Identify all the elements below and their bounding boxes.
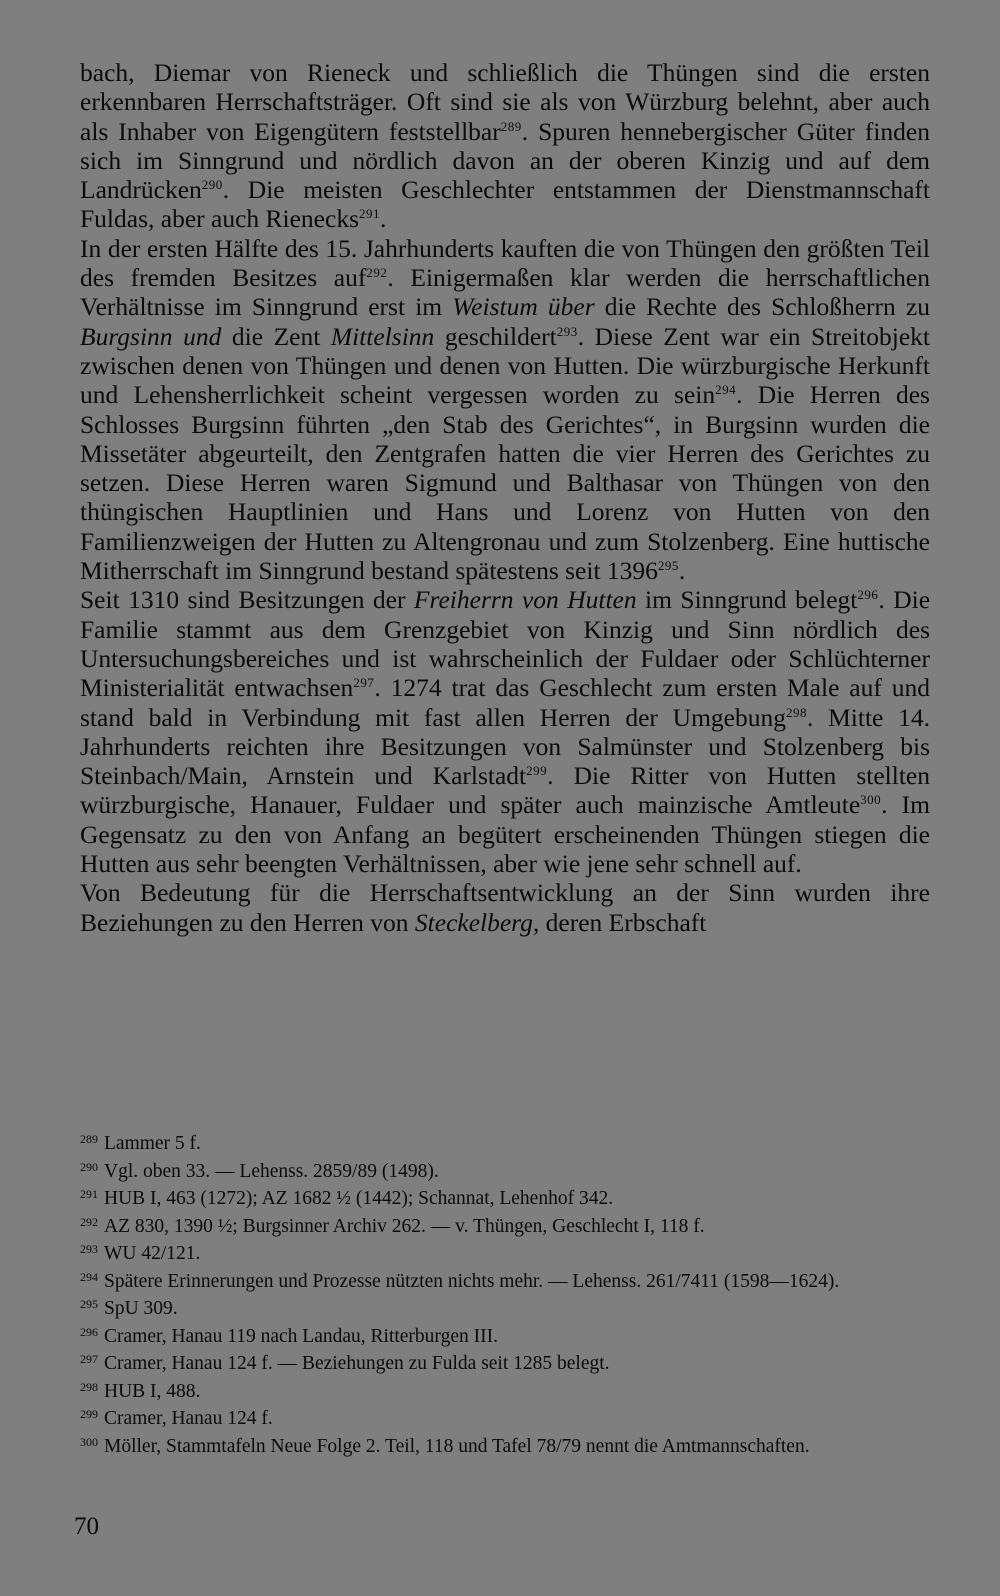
footnote [80, 1211, 930, 1239]
footnote [80, 1156, 930, 1184]
paragraph [80, 234, 930, 586]
text-run: . Diese Zent war ein Streitobjekt zwischen denen von Thüngen und denen von Hutten. Die würzburgische Herkunft und Lehensherrlichkeit scheint vergessen worden zu sein [80, 321, 930, 410]
text-run: die Rechte des Schloßherrn zu [594, 292, 930, 322]
footnote-text: WU 42/121. [104, 1243, 201, 1264]
footnote-ref: 291 [359, 206, 380, 222]
footnote-number: 290 [80, 1159, 98, 1174]
footnote-number: 300 [80, 1434, 98, 1449]
italic-text: Mittelsinn [330, 321, 435, 351]
paragraph [80, 58, 930, 234]
footnote-ref: 300 [860, 792, 882, 808]
footnote-ref: 297 [353, 675, 375, 691]
footnote-number: 289 [80, 1132, 98, 1146]
footnote [80, 1321, 930, 1349]
italic-text: Weistum über [452, 292, 595, 322]
text-run: . Mitte 14. Jahrhunderts reichten ihre Besitzungen von Salmünster und Stolzenberg bis Steinbach/Main, Arnstein und Karlstadt [80, 702, 930, 791]
footnote-ref: 294 [715, 382, 737, 398]
text-run: . Die Herren des Schlosses Burgsinn führten „den Stab des Gerichtes“, in Burgsinn wurden die Missetäter abgeurteilt, den Zentgrafen hatten die vier Herren des Gerichtes zu setzen. Diese Herren waren Sigmund und Balthasar von Thüngen von den thüngischen Hauptlinien und Hans und Lorenz von Hutten von den Familienzweigen der Hutten zu Altengronau und zum Stolzenberg. Eine huttische Mitherrschaft im Sinngrund bestand spätestens seit 1396 [80, 380, 930, 586]
footnote-number: 296 [80, 1324, 98, 1339]
footnote [80, 1376, 930, 1404]
footnote-text: HUB I, 488. [104, 1380, 201, 1402]
footnote-text: Cramer, Hanau 119 nach Landau, Ritterburgen III. [104, 1325, 498, 1347]
text-run: . [380, 204, 387, 234]
footnote-text: SpU 309. [104, 1298, 178, 1319]
footnote-ref: 290 [201, 177, 223, 193]
footnote [80, 1348, 930, 1376]
footnote [80, 1183, 930, 1211]
text-run: . Spuren hennebergischer Güter finden sich im Sinngrund und nördlich davon an der oberen Kinzig und auf dem Landrücken [80, 116, 930, 205]
text-run: In der ersten Hälfte des 15. Jahrhunderts kauften die von Thüngen den größten Teil des fremden Besitzes auf [80, 233, 930, 293]
footnote [80, 1266, 930, 1294]
footnote-number: 297 [80, 1352, 98, 1366]
paragraph [80, 878, 930, 937]
page-body [80, 58, 930, 937]
text-run: Von Bedeutung für die Herrschaftsentwicklung an der Sinn wurden ihre Beziehungen zu den Herren von [80, 878, 930, 937]
text-run: . 1274 trat das Geschlecht zum ersten Male auf und stand bald in Verbindung mit fast allen Herren der Umgebung [80, 673, 930, 732]
footnote-text: Vgl. oben 33. — Lehenss. 2859/89 (1498). [104, 1160, 439, 1182]
footnote-ref: 299 [526, 763, 548, 779]
text-run: bach, Diemar von Rieneck und schließlich die Thüngen sind die ersten erkennbaren Herrschaftsträger. Oft sind sie als von Würzburg belehnt, aber auch als Inhaber von Eigengütern feststellbar [80, 58, 930, 146]
text-run: geschildert [434, 321, 557, 351]
footnote [80, 1128, 930, 1156]
text-run: deren Erbschaft [539, 907, 707, 937]
footnote-ref: 298 [785, 704, 807, 720]
footnote [80, 1238, 930, 1266]
footnote-number: 294 [80, 1269, 98, 1284]
footnote-text: Spätere Erinnerungen und Prozesse nützten nichts mehr. — Lehenss. 261/7411 (1598—1624). [104, 1270, 840, 1292]
text-run: . Die Ritter von Hutten stellten würzburgische, Hanauer, Fuldaer und später auch mainzische Amtleute [80, 761, 930, 820]
text-run: im Sinngrund belegt [636, 585, 858, 615]
footnote-text: Möller, Stammtafeln Neue Folge 2. Teil, 118 und Tafel 78/79 nennt die Amtmannschaften. [104, 1435, 810, 1457]
italic-text: Burgsinn und [80, 321, 222, 351]
text-run: . [678, 556, 686, 586]
text-run: . Im Gegensatz zu den von Anfang an begütert erscheinenden Thüngen stiegen die Hutten aus sehr beengten Verhältnissen, aber wie jene sehr schnell auf. [80, 790, 931, 879]
footnote-number: 298 [80, 1379, 98, 1394]
footnote-text: Cramer, Hanau 124 f. [104, 1408, 273, 1429]
footnote-ref: 295 [657, 558, 679, 574]
text-run: die Zent [221, 321, 331, 351]
footnote-number: 291 [80, 1187, 98, 1201]
footnote [80, 1403, 930, 1431]
text-run: Seit 1310 sind Besitzungen der [80, 585, 414, 615]
text-run: . Einigermaßen klar werden die herrschaftlichen Verhältnisse im Sinngrund erst im [80, 263, 930, 322]
footnote-text: HUB I, 463 (1272); AZ 1682 ½ (1442); Schannat, Lehenhof 342. [104, 1188, 614, 1209]
paragraph [80, 585, 930, 878]
italic-text: Freiherrn von Hutten [413, 585, 637, 615]
footnote [80, 1293, 930, 1321]
text-run: . Die Familie stammt aus dem Grenzgebiet von Kinzig und Sinn nördlich des Untersuchungsbereiches und ist wahrscheinlich der Fuldaer oder Schlüchterner Ministerialität entwachsen [80, 585, 931, 703]
footnotes [80, 1128, 930, 1458]
footnote-ref: 289 [500, 118, 522, 134]
footnote-number: 292 [80, 1214, 98, 1229]
footnote-ref: 293 [556, 323, 578, 339]
footnote-ref: 292 [366, 265, 388, 281]
footnote-text: Cramer, Hanau 124 f. — Beziehungen zu Fulda seit 1285 belegt. [104, 1353, 610, 1374]
footnote-number: 299 [80, 1407, 98, 1421]
body-text [80, 58, 930, 937]
text-run: . Die meisten Geschlechter entstammen der Dienstmannschaft Fuldas, aber auch Rienecks [80, 175, 930, 234]
footnote-number: 295 [80, 1297, 98, 1311]
footnote-text: Lammer 5 f. [104, 1133, 201, 1154]
italic-text: Steckelberg, [414, 907, 540, 937]
footnote [80, 1431, 930, 1459]
footnote-number: 293 [80, 1242, 98, 1256]
footnote-text: AZ 830, 1390 ½; Burgsinner Archiv 262. — v. Thüngen, Geschlecht I, 118 f. [104, 1215, 705, 1237]
footnote-ref: 296 [857, 587, 879, 603]
page-number: 70 [74, 1513, 99, 1540]
